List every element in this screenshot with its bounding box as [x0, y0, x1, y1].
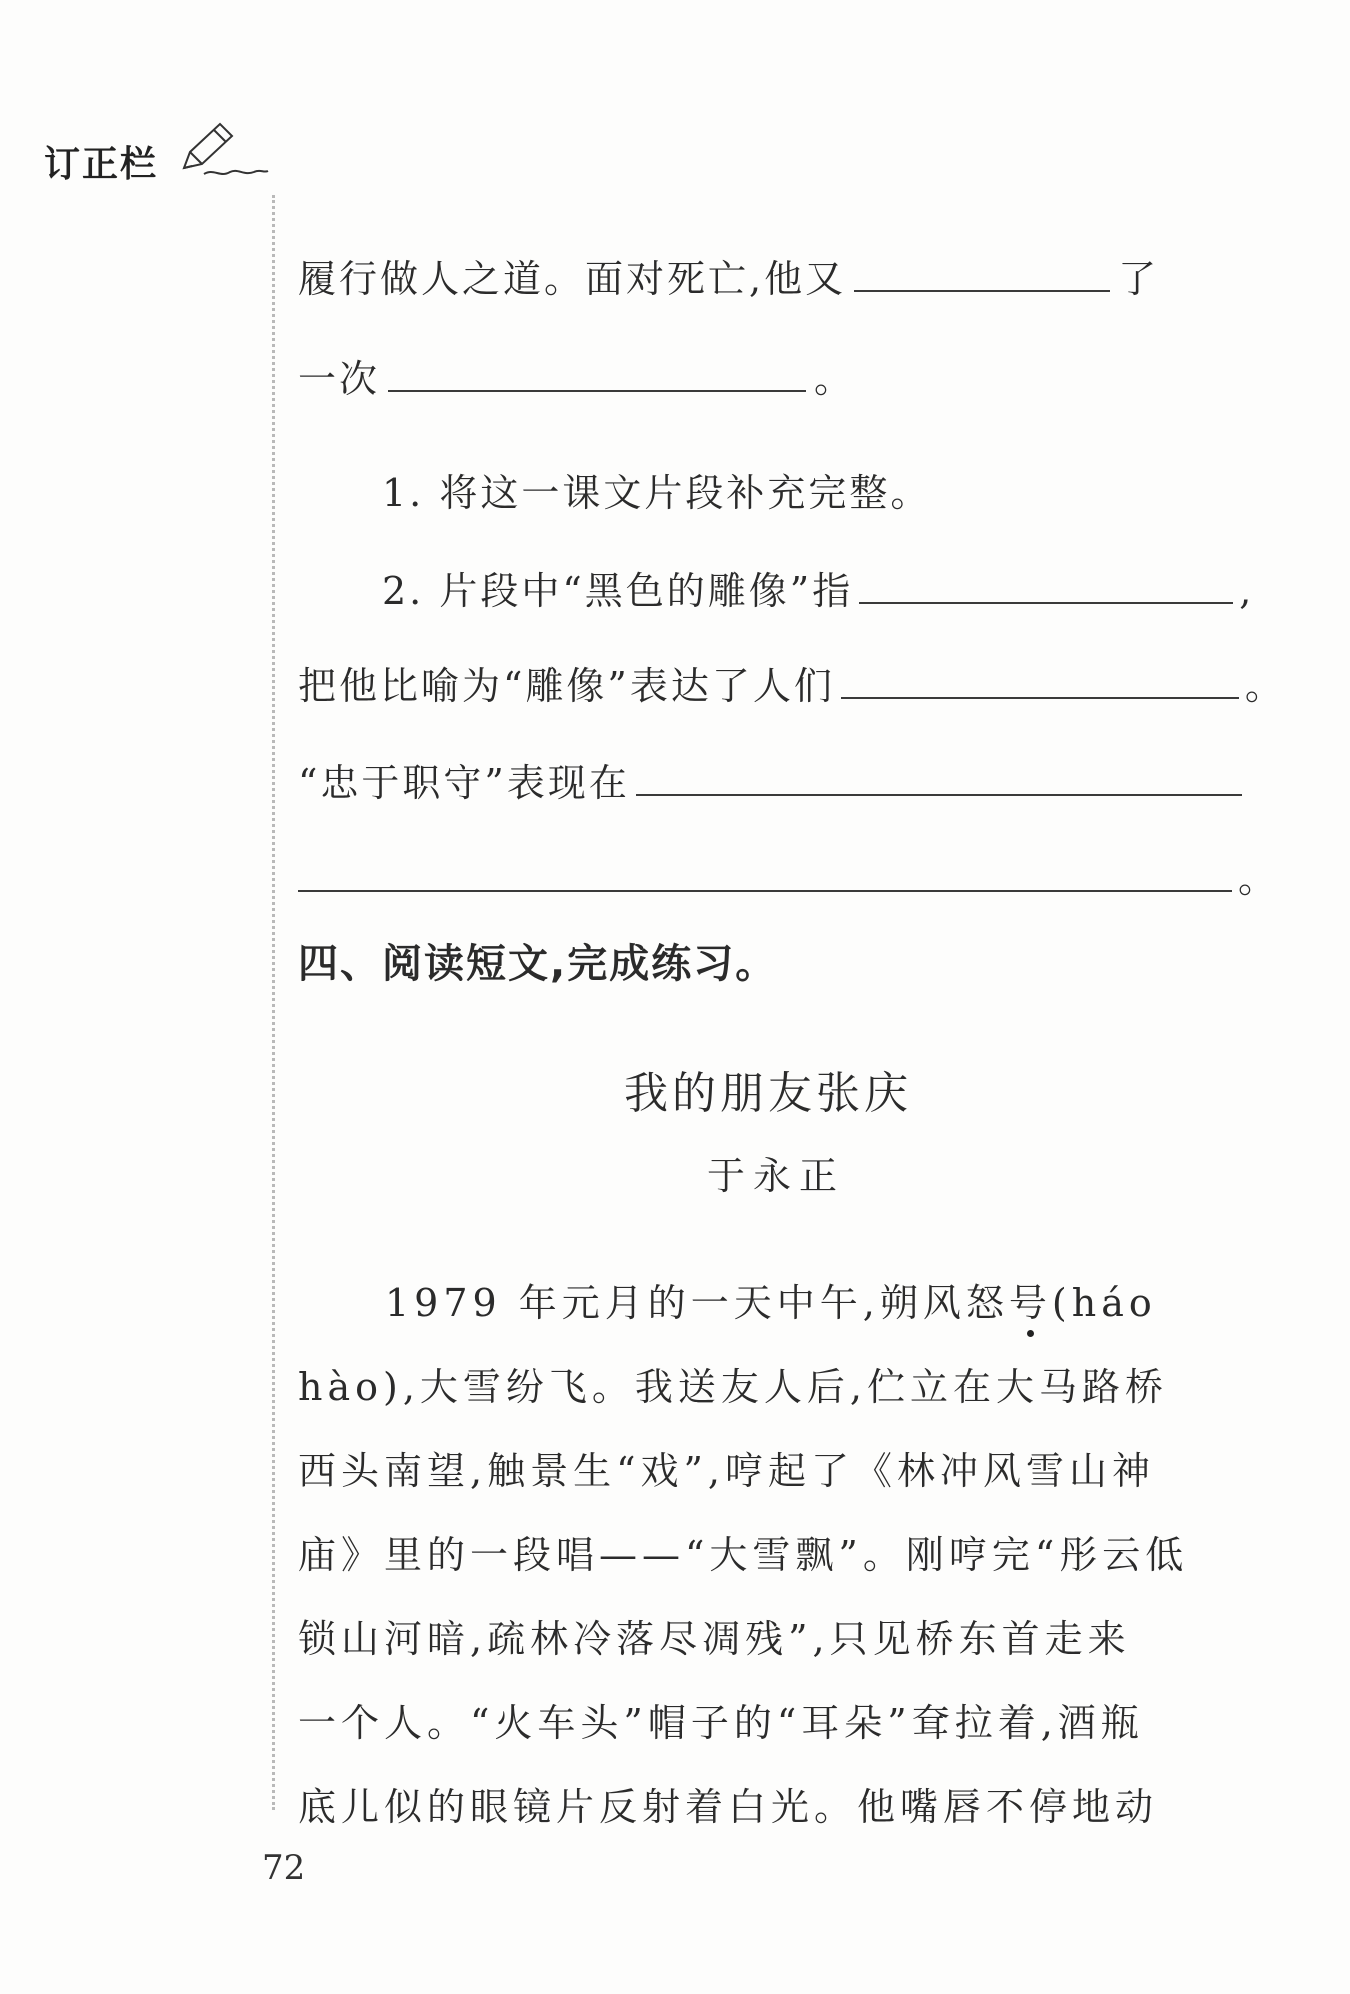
article-line-3: 西头南望,触景生“戏”,哼起了《林冲风雪山神 — [298, 1449, 1156, 1493]
article-line-2: hào),大雪纷飞。我送友人后,伫立在大马路桥 — [298, 1365, 1168, 1409]
question-2 — [382, 560, 1254, 615]
answer-blank-q2d[interactable] — [298, 852, 1232, 892]
question-2-line-2-end: 。 — [1244, 664, 1286, 708]
pinyin-annotation: (háo — [1051, 1281, 1157, 1325]
article-author: 于永正 — [707, 1154, 846, 1198]
question-2-comma: , — [1239, 569, 1255, 613]
question-2-line-4 — [298, 848, 1279, 903]
section-heading: 四、阅读短文,完成练习。 — [298, 941, 778, 987]
fill-line-1-end: 了 — [1118, 257, 1160, 301]
fill-line-1-text: 履行做人之道。面对死亡,他又 — [298, 257, 847, 301]
fill-line-2-text: 一次 — [298, 357, 381, 401]
answer-blank-q2a[interactable] — [859, 564, 1233, 604]
margin-dotted-rule — [272, 195, 275, 1810]
question-2-line-3-text: “忠于职守”表现在 — [298, 761, 630, 805]
answer-blank-q2c[interactable] — [636, 756, 1242, 796]
article-line-5: 锁山河暗,疏林冷落尽凋残”,只见桥东首走来 — [298, 1617, 1131, 1661]
question-1: 1. 将这一课文片段补充完整。 — [382, 471, 932, 515]
article-line-1-text: 1979 年元月的一天中午,朔风怒 — [385, 1281, 1009, 1325]
question-2-line-2-text: 把他比喻为“雕像”表达了人们 — [298, 664, 835, 708]
question-2-line-3 — [298, 752, 1242, 807]
answer-blank-q2b[interactable] — [841, 659, 1239, 699]
article-line-7: 底儿似的眼镜片反射着白光。他嘴唇不停地动 — [298, 1785, 1159, 1829]
fill-line-2 — [298, 348, 855, 403]
answer-blank-2[interactable] — [388, 352, 806, 392]
answer-blank-1[interactable] — [854, 252, 1110, 292]
pencil-icon — [180, 118, 270, 178]
article-line-4: 庙》里的一段唱——“大雪飘”。刚哼完“彤云低 — [298, 1533, 1189, 1577]
question-2-line-4-end: 。 — [1238, 857, 1280, 901]
fill-line-1 — [298, 248, 1159, 303]
article-title: 我的朋友张庆 — [624, 1068, 912, 1119]
question-2-line-2 — [298, 655, 1286, 710]
article-line-1 — [385, 1272, 1157, 1327]
fill-line-2-end: 。 — [814, 357, 856, 401]
page-number: 72 — [262, 1848, 306, 1888]
article-line-6: 一个人。“火车头”帽子的“耳朵”耷拉着,酒瓶 — [298, 1701, 1144, 1745]
emphasized-character: 号 — [1008, 1281, 1052, 1325]
correction-column-label: 订正栏 — [44, 144, 159, 185]
question-2-text: 2. 片段中“黑色的雕像”指 — [382, 569, 854, 613]
